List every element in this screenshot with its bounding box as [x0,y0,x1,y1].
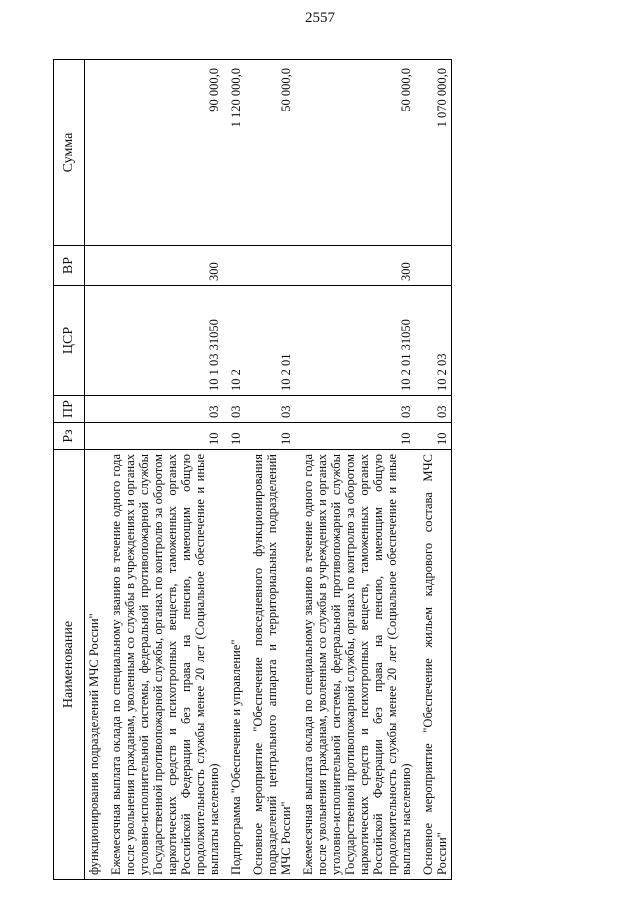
row-vr [249,246,295,286]
row-rz: 10 [107,423,223,450]
row-pr: 03 [107,396,223,423]
table-row [85,60,104,880]
row-pr: 03 [419,396,452,423]
row-rz [85,423,104,450]
row-csr: 10 2 01 [249,286,295,396]
table-header-row [54,60,85,880]
row-name: Ежемесячная выплата оклада по специальному званию в течение одного года после увольнения гражданам, уволенным со службы в учреждениях и органах уголовно-исполнительной системы, федеральной противопожарной службы Государственной противопожарной службы, органах по контролю за оборотом наркотических средств и психотропных веществ, таможенных органах Российской Федерации без права на пенсию, имеющим общую продолжительность службы менее 20 лет (Социальное обеспечение и иные выплаты населению) [107,450,223,880]
row-vr [85,246,104,286]
row-csr: 10 2 01 31050 [299,286,415,396]
row-name: функционирования подразделений МЧС России" [85,450,104,880]
row-name: Подпрограмма "Обеспечение и управление" [227,450,245,880]
rotated-content [53,60,588,880]
row-sum: 90 000,0 [107,60,223,246]
table-row [227,60,245,880]
header-vr: ВР [54,246,85,286]
row-sum: 50 000,0 [249,60,295,246]
row-name: Ежемесячная выплата оклада по специальному званию в течение одного года после увольнения гражданам, уволенным со службы в учреждениях и органах уголовно-исполнительной системы, федеральной противопожарной службы Государственной противопожарной службы, органах по контролю за оборотом наркотических средств и психотропных веществ, таможенных органах Российской Федерации без права на пенсию, имеющим общую продолжительность службы менее 20 лет (Социальное обеспечение и иные выплаты населению) [299,450,415,880]
row-pr: 03 [299,396,415,423]
row-csr: 10 1 03 31050 [107,286,223,396]
row-name: Основное мероприятие "Обеспечение жильем кадрового состава МЧС России" [419,450,452,880]
row-sum: 1 120 000,0 [227,60,245,246]
row-vr [419,246,452,286]
row-csr: 10 2 [227,286,245,396]
table-row [107,60,223,880]
row-vr: 300 [107,246,223,286]
row-pr [85,396,104,423]
row-csr: 10 2 03 [419,286,452,396]
row-rz: 10 [419,423,452,450]
table-row [249,60,295,880]
row-sum [85,60,104,246]
row-rz: 10 [299,423,415,450]
budget-table [53,59,452,880]
row-vr [227,246,245,286]
header-csr: ЦСР [54,286,85,396]
header-name: Наименование [54,450,85,880]
table-row [299,60,415,880]
row-sum: 1 070 000,0 [419,60,452,246]
row-vr: 300 [299,246,415,286]
header-pr: ПР [54,396,85,423]
row-sum: 50 000,0 [299,60,415,246]
header-sum: Сумма [54,60,85,246]
row-csr [85,286,104,396]
row-rz: 10 [227,423,245,450]
page-number: 2557 [305,10,335,26]
row-pr: 03 [227,396,245,423]
row-name: Основное мероприятие "Обеспечение повседневного функционирования подразделений центрального аппарата и территориальных подразделений МЧС России" [249,450,295,880]
header-rz: Рз [54,423,85,450]
row-rz: 10 [249,423,295,450]
table-row [419,60,452,880]
row-pr: 03 [249,396,295,423]
